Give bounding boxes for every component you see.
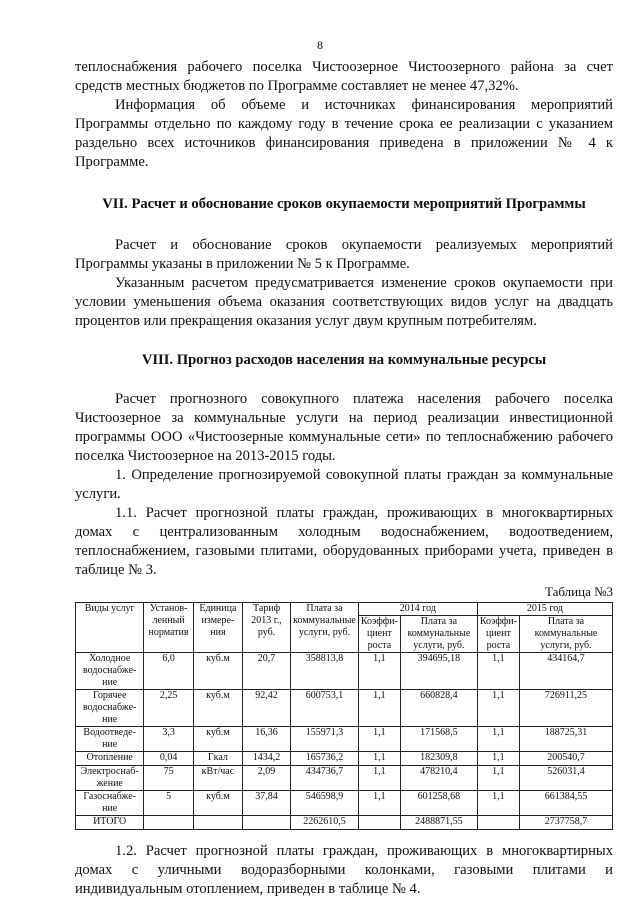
paragraph-item-1-1: 1.1. Расчет прогнозной платы граждан, проживающих в многоквартирных домах с централизованным холодным водоснабжением, водоотведением, теплоснабжением, газовыми плитами, оборудованных приборами учета, приведен в таблице № 3.	[75, 505, 613, 578]
cell-pay-2014: 182309,8	[400, 752, 477, 766]
cell-pay-2015: 434164,7	[519, 653, 612, 690]
cell-coef-2015: 1,1	[477, 653, 519, 690]
cell-norm: 0,04	[144, 752, 193, 766]
cell-total-2013: 2262610,5	[291, 816, 359, 830]
utility-payments-table	[75, 602, 613, 830]
cell-pay-2015: 200540,7	[519, 752, 612, 766]
cell-coef-2015: 1,1	[477, 791, 519, 816]
header-coef-2014: Коэффи-циент роста	[358, 616, 400, 653]
cell-service: Горячее водоснабже-ние	[76, 690, 144, 727]
paragraph-continuation: теплоснабжения рабочего поселка Чистоозерное Чистоозерного района за счет средств местных бюджетов по Программе составляет не менее 47,32%.	[75, 59, 613, 94]
cell-pay-2014: 601258,68	[400, 791, 477, 816]
cell-coef-2015: 1,1	[477, 752, 519, 766]
header-pay-2015: Плата за коммунальные услуги, руб.	[519, 616, 612, 653]
cell-unit: куб.м	[193, 690, 242, 727]
table-row	[76, 791, 613, 816]
header-unit: Единица измере-ния	[193, 603, 242, 653]
cell-coef-2015: 1,1	[477, 690, 519, 727]
header-pay-2013: Плата за коммунальные услуги, руб.	[291, 603, 359, 653]
table-row	[76, 653, 613, 690]
cell-empty	[477, 816, 519, 830]
paragraph-payback-conditions: Указанным расчетом предусматривается изменение сроков окупаемости при условии уменьшения объема оказания соответствующих видов услуг на двадцать процентов или прекращения оказания услуг двум крупным потребителям.	[75, 275, 613, 329]
cell-pay-2013: 155971,3	[291, 727, 359, 752]
page-number: 8	[317, 38, 323, 52]
header-norm: Установ-ленный норматив	[144, 603, 193, 653]
cell-tariff: 1434,2	[242, 752, 290, 766]
cell-coef-2014: 1,1	[358, 791, 400, 816]
paragraph-forecast-calc: Расчет прогнозного совокупного платежа населения рабочего поселка Чистоозерное за коммунальные услуги на период реализации инвестиционной программы ООО «Чистоозерные коммунальные сети» по теплоснабжению рабочего поселка Чистоозерное на 2013-2015 годы.	[75, 391, 613, 464]
cell-empty	[193, 816, 242, 830]
cell-total-2014: 2488871,55	[400, 816, 477, 830]
cell-pay-2015: 188725,31	[519, 727, 612, 752]
cell-pay-2013: 358813,8	[291, 653, 359, 690]
paragraph-item-1: 1. Определение прогнозируемой совокупной платы граждан за коммунальные услуги.	[75, 467, 613, 502]
cell-norm: 2,25	[144, 690, 193, 727]
section-7-heading: VII. Расчет и обоснование сроков окупаемости мероприятий Программы	[102, 196, 586, 212]
cell-empty	[358, 816, 400, 830]
cell-coef-2014: 1,1	[358, 752, 400, 766]
paragraph-item-1-2: 1.2. Расчет прогнозной платы граждан, проживающих в многоквартирных домах с уличными водоразборными колонками, газовыми плитами и индивидуальным отоплением, приведен в таблице № 4.	[75, 843, 613, 897]
cell-pay-2014: 394695,18	[400, 653, 477, 690]
cell-pay-2013: 600753,1	[291, 690, 359, 727]
table-row	[76, 766, 613, 791]
header-pay-2014: Плата за коммунальные услуги, руб.	[400, 616, 477, 653]
cell-empty	[242, 816, 290, 830]
paragraph-financing-info: Информация об объеме и источниках финансирования мероприятий Программы отдельно по каждому году в течение срока ее реализации с указанием раздельно всех источников финансирования приведена в приложении № 4 к Программе.	[75, 97, 613, 170]
cell-norm: 5	[144, 791, 193, 816]
header-service: Виды услуг	[76, 603, 144, 653]
cell-total-label: ИТОГО	[76, 816, 144, 830]
cell-pay-2015: 661384,55	[519, 791, 612, 816]
cell-coef-2014: 1,1	[358, 653, 400, 690]
table-row	[76, 727, 613, 752]
paragraph-payback-calc: Расчет и обоснование сроков окупаемости реализуемых мероприятий Программы указаны в приложении № 5 к Программе.	[75, 237, 613, 272]
header-year-2014: 2014 год	[358, 603, 477, 616]
header-coef-2015: Коэффи-циент роста	[477, 616, 519, 653]
cell-unit: Гкал	[193, 752, 242, 766]
cell-coef-2014: 1,1	[358, 727, 400, 752]
cell-unit: кВт/час	[193, 766, 242, 791]
table-row	[76, 690, 613, 727]
cell-total-2015: 2737758,7	[519, 816, 612, 830]
cell-unit: куб.м	[193, 791, 242, 816]
cell-tariff: 92,42	[242, 690, 290, 727]
document-body	[75, 58, 613, 899]
cell-service: Отопление	[76, 752, 144, 766]
cell-coef-2015: 1,1	[477, 766, 519, 791]
cell-coef-2014: 1,1	[358, 766, 400, 791]
cell-pay-2013: 165736,2	[291, 752, 359, 766]
cell-service: Газоснабже-ние	[76, 791, 144, 816]
cell-tariff: 16,36	[242, 727, 290, 752]
cell-norm: 75	[144, 766, 193, 791]
cell-coef-2015: 1,1	[477, 727, 519, 752]
header-year-2015: 2015 год	[477, 603, 612, 616]
cell-service: Холодное водоснабже-ние	[76, 653, 144, 690]
cell-norm: 3,3	[144, 727, 193, 752]
cell-tariff: 2,09	[242, 766, 290, 791]
cell-pay-2013: 434736,7	[291, 766, 359, 791]
cell-empty	[144, 816, 193, 830]
cell-unit: куб.м	[193, 727, 242, 752]
table-caption: Таблица №3	[544, 584, 613, 599]
cell-tariff: 20,7	[242, 653, 290, 690]
table-total-row	[76, 816, 613, 830]
cell-service: Водоотведе-ние	[76, 727, 144, 752]
cell-coef-2014: 1,1	[358, 690, 400, 727]
cell-pay-2014: 171568,5	[400, 727, 477, 752]
cell-pay-2015: 726911,25	[519, 690, 612, 727]
table-row	[76, 752, 613, 766]
cell-norm: 6,0	[144, 653, 193, 690]
cell-pay-2014: 660828,4	[400, 690, 477, 727]
cell-tariff: 37,84	[242, 791, 290, 816]
header-tariff: Тариф 2013 г., руб.	[242, 603, 290, 653]
cell-service: Электроснаб-жение	[76, 766, 144, 791]
cell-pay-2013: 546598,9	[291, 791, 359, 816]
section-8-heading: VIII. Прогноз расходов населения на коммунальные ресурсы	[141, 352, 547, 368]
cell-pay-2015: 526031,4	[519, 766, 612, 791]
cell-unit: куб.м	[193, 653, 242, 690]
cell-pay-2014: 478210,4	[400, 766, 477, 791]
